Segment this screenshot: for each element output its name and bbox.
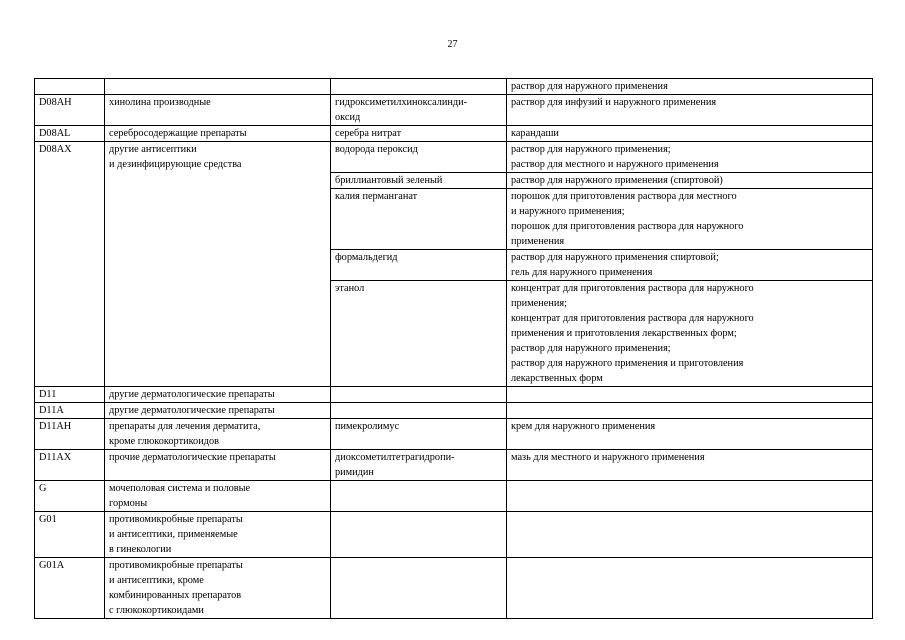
substance-cell [331,387,507,403]
cell-text-line: комбинированных препаратов [109,590,242,601]
cell-text-line: серебросодержащие препараты [109,128,247,139]
substance-cell [331,403,507,419]
cell-text-line: G01A [39,560,65,571]
cell-text-line: римидин [335,467,374,478]
cell-text-line: D08AL [39,128,71,139]
cell-text-line: раствор для местного и наружного применения [511,159,719,170]
cell-text-line: раствор для наружного применения; [511,144,671,155]
cell-text-line: оксид [335,112,361,123]
group-name-cell [105,142,331,387]
cell-text-line: водорода пероксид [335,144,418,155]
cell-text-line: другие дерматологические препараты [109,405,275,416]
atc-code-cell [35,95,105,126]
cell-text-line: и антисептики, кроме [109,575,204,586]
cell-text-line: раствор для наружного применения; [511,343,671,354]
cell-text-line: раствор для наружного применения спиртовой; [511,252,719,263]
atc-code-cell [35,126,105,142]
cell-text-line: другие дерматологические препараты [109,389,275,400]
dosage-form-cell [507,558,873,619]
dosage-form-cell [507,481,873,512]
cell-text-line: и наружного применения; [511,206,625,217]
table-row [35,387,873,403]
cell-text-line: применения; [511,298,567,309]
group-name-cell [105,126,331,142]
dosage-form-cell [507,387,873,403]
group-name-cell [105,512,331,558]
cell-text-line: D08AH [39,97,72,108]
cell-text-line: калия перманганат [335,191,418,202]
cell-text-line: пимекролимус [335,421,400,432]
dosage-form-cell [507,419,873,450]
cell-text-line: D08AX [39,144,72,155]
table-row [35,558,873,619]
substance-cell [331,189,507,250]
table-row [35,512,873,558]
cell-text-line: D11A [39,405,64,416]
cell-text-line: D11AH [39,421,72,432]
cell-text-line: препараты для лечения дерматита, [109,421,261,432]
dosage-form-cell [507,403,873,419]
substance-cell [331,450,507,481]
substance-cell [331,281,507,387]
dosage-form-cell [507,142,873,173]
cell-text-line: крем для наружного применения [511,421,656,432]
cell-text-line: гель для наружного применения [511,267,653,278]
atc-code-cell [35,403,105,419]
cell-text-line: хинолина производные [109,97,211,108]
cell-text-line: порошок для приготовления раствора для наружного [511,221,744,232]
cell-text-line: раствор для наружного применения (спиртовой) [511,175,723,186]
cell-text-line: концентрат для приготовления раствора для наружного [511,283,754,294]
group-name-cell [105,79,331,95]
cell-text-line: G [39,483,47,494]
dosage-form-cell [507,95,873,126]
cell-text-line: противомикробные препараты [109,514,243,525]
dosage-form-cell [507,173,873,189]
table-row [35,95,873,126]
table-row [35,142,873,173]
group-name-cell [105,95,331,126]
cell-text-line: мочеполовая система и половые [109,483,251,494]
drug-classification-table [34,78,873,619]
group-name-cell [105,387,331,403]
dosage-form-cell [507,126,873,142]
cell-text-line: раствор для наружного применения и приготовления [511,358,744,369]
cell-text-line: применения и приготовления лекарственных форм; [511,328,737,339]
table-row [35,481,873,512]
atc-code-cell [35,419,105,450]
table-row [35,79,873,95]
cell-text-line: мазь для местного и наружного применения [511,452,705,463]
substance-cell [331,126,507,142]
cell-text-line: концентрат для приготовления раствора для наружного [511,313,754,324]
substance-cell [331,250,507,281]
cell-text-line: противомикробные препараты [109,560,243,571]
group-name-cell [105,481,331,512]
cell-text-line: в гинекологии [109,544,172,555]
atc-code-cell [35,387,105,403]
table-row [35,403,873,419]
cell-text-line: другие антисептики [109,144,197,155]
dosage-form-cell [507,281,873,387]
cell-text-line: бриллиантовый зеленый [335,175,443,186]
cell-text-line: диоксометилтетрагидропи- [335,452,455,463]
cell-text-line: кроме глюкокортикоидов [109,436,219,447]
cell-text-line: этанол [335,283,365,294]
group-name-cell [105,419,331,450]
atc-code-cell [35,481,105,512]
group-name-cell [105,403,331,419]
cell-text-line: с глюкокортикоидами [109,605,204,616]
cell-text-line: прочие дерматологические препараты [109,452,276,463]
page-number: 27 [447,39,458,50]
substance-cell [331,142,507,173]
cell-text-line: гидроксиметилхиноксалинди- [335,97,468,108]
atc-code-cell [35,450,105,481]
cell-text-line: раствор для наружного применения [511,81,668,92]
cell-text-line: порошок для приготовления раствора для местного [511,191,737,202]
cell-text-line: и антисептики, применяемые [109,529,238,540]
dosage-form-cell [507,450,873,481]
cell-text-line: гормоны [109,498,148,509]
substance-cell [331,173,507,189]
atc-code-cell [35,512,105,558]
cell-text-line: формальдегид [335,252,398,263]
cell-text-line: серебра нитрат [335,128,402,139]
substance-cell [331,419,507,450]
group-name-cell [105,558,331,619]
table-row [35,126,873,142]
table-row [35,450,873,481]
atc-code-cell [35,79,105,95]
substance-cell [331,512,507,558]
cell-text-line: и дезинфицирующие средства [109,159,242,170]
cell-text-line: раствор для инфузий и наружного применения [511,97,717,108]
substance-cell [331,481,507,512]
substance-cell [331,79,507,95]
dosage-form-cell [507,189,873,250]
cell-text-line: лекарственных форм [511,373,603,384]
substance-cell [331,95,507,126]
table-body [35,79,873,619]
dosage-form-cell [507,79,873,95]
group-name-cell [105,450,331,481]
atc-code-cell [35,558,105,619]
substance-cell [331,558,507,619]
table-row [35,419,873,450]
cell-text-line: карандаши [511,128,559,139]
cell-text-line: D11 [39,389,57,400]
atc-code-cell [35,142,105,387]
cell-text-line: D11AX [39,452,72,463]
cell-text-line: применения [511,236,565,247]
dosage-form-cell [507,512,873,558]
cell-text-line: G01 [39,514,57,525]
dosage-form-cell [507,250,873,281]
